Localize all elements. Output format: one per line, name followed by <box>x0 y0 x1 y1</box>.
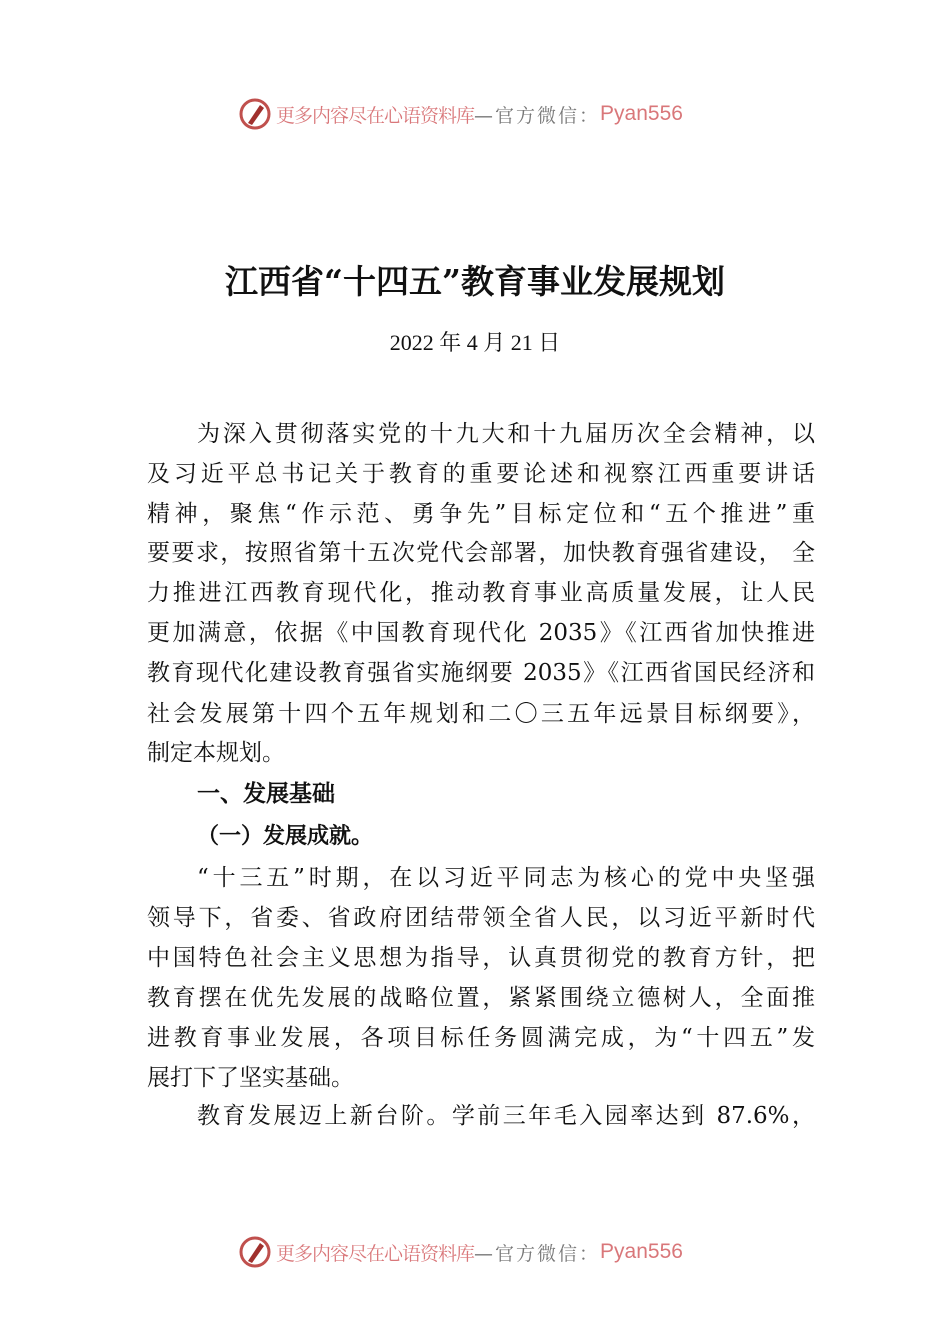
document-date: 2022 年 4 月 21 日 <box>389 330 561 355</box>
paragraph-line: 教育摆在优先发展的战略位置，紧紧围绕立德树人，全面推 <box>147 985 815 1011</box>
paragraph-line: 展打下了坚实基础。 <box>147 1065 354 1091</box>
paragraph-line: 社会发展第十四个五年规划和二〇三五年远景目标纲要》， <box>147 701 815 727</box>
paragraph-line: 进教育事业发展，各项目标任务圆满完成，为“十四五”发 <box>147 1025 815 1051</box>
watermark-id: Pyan556 <box>600 102 683 125</box>
paragraph-line: 精神，聚焦“作示范、勇争先”目标定位和“五个推进”重 <box>147 501 815 527</box>
watermark-sep: —官方微信： <box>474 1242 601 1265</box>
paragraph-line: 要要求，按照省第十五次党代会部署，加快教育强省建设， 全 <box>147 540 815 566</box>
paragraph-line: 教育现代化建设教育强省实施纲要 2035》《江西省国民经济和 <box>147 660 815 686</box>
document-title: 江西省“十四五”教育事业发展规划 <box>225 262 725 301</box>
pen-logo-icon <box>238 1235 272 1269</box>
section-heading: 一、发展基础 <box>197 780 335 807</box>
paragraph-line: 更加满意，依据《中国教育现代化 2035》《江西省加快推进 <box>147 620 815 646</box>
paragraph-line: 及习近平总书记关于教育的重要论述和视察江西重要讲话 <box>147 461 815 487</box>
watermark-site: 更多内容尽在心语资料库 <box>276 1242 475 1265</box>
paragraph-line: 力推进江西教育现代化，推动教育事业高质量发展，让人民 <box>147 580 815 606</box>
watermark-sep: —官方微信： <box>474 104 601 127</box>
paragraph-line: 为深入贯彻落实党的十九大和十九届历次全会精神，以 <box>197 421 815 447</box>
paragraph-line: 中国特色社会主义思想为指导，认真贯彻党的教育方针，把 <box>147 945 815 971</box>
watermark-id: Pyan556 <box>600 1240 683 1263</box>
watermark-site: 更多内容尽在心语资料库 <box>276 104 475 127</box>
watermark-footer <box>238 1235 683 1269</box>
watermark-header <box>238 97 683 131</box>
paragraph-line: 教育发展迈上新台阶。学前三年毛入园率达到 87.6%， <box>197 1103 815 1129</box>
subsection-heading: （一）发展成就。 <box>197 823 374 849</box>
paragraph-line: “十三五”时期，在以习近平同志为核心的党中央坚强 <box>197 865 815 891</box>
paragraph-line: 领导下，省委、省政府团结带领全省人民，以习近平新时代 <box>147 905 815 931</box>
pen-logo-icon <box>238 97 272 131</box>
paragraph-line: 制定本规划。 <box>147 740 285 766</box>
